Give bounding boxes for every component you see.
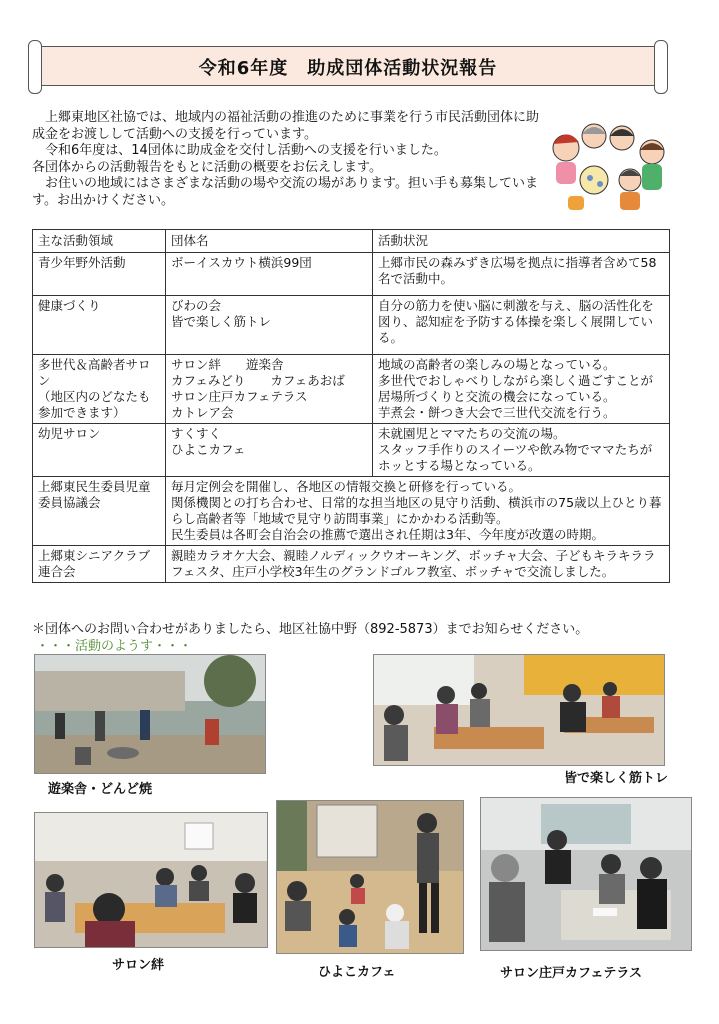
table-row (33, 546, 670, 583)
group-name: サロン絆 遊楽舎 (171, 357, 284, 372)
intro-paragraph: 令和6年度は、14団体に助成金を交付し活動への支援を行いました。 (32, 143, 447, 158)
group-cell (166, 424, 373, 477)
group-cell (166, 253, 373, 296)
table-header-row (33, 230, 670, 253)
photo-hiyoko-cafe (276, 800, 464, 954)
table-row (33, 253, 670, 296)
photo-caption: ひよこカフェ (318, 965, 396, 980)
header-area: 主な活動領域 (33, 230, 166, 253)
photo-caption: 遊楽舎・どんど焼 (48, 782, 153, 797)
photo-salon-shodo (480, 797, 692, 951)
area-cell: 上郷東シニアクラブ連合会 (33, 546, 166, 583)
status-cell: 自分の筋力を使い脳に刺激を与え、脳の活性化を図り、認知症を予防する体操を楽しく展開している。 (373, 296, 670, 355)
people-illustration (548, 118, 672, 214)
table-row (33, 296, 670, 355)
photo-caption: 皆で楽しく筋トレ (564, 771, 669, 786)
group-cell (166, 296, 373, 355)
header-group: 団体名 (166, 230, 373, 253)
area-cell: 上郷東民生委員児童委員協議会 (33, 477, 166, 546)
area-cell: 幼児サロン (33, 424, 166, 477)
group-name: サロン庄戸カフェテラス (171, 389, 308, 404)
table-row (33, 424, 670, 477)
group-cell (166, 355, 373, 424)
page-title: 令和6年度 助成団体活動状況報告 (198, 58, 498, 79)
status-cell: 地域の高齢者の楽しみの場となっている。 多世代でおしゃべりしながら楽しく過ごすことが居場所づくりと交流の機会になっている。 芋煮会・餅つき大会で三世代交流を行う。 (373, 355, 670, 424)
activity-table (32, 229, 670, 583)
group-name: カフェみどり カフェあおば (171, 373, 345, 388)
intro-paragraph: 各団体からの活動報告をもとに活動の概要をお伝えします。 (32, 159, 382, 175)
photo-kintore (373, 654, 665, 766)
status-cell: 未就園児とママたちの交流の場。 スタッフ手作りのスイーツや飲み物でママたちがホッとする場となっている。 (373, 424, 670, 477)
photo-dondo-yaki (34, 654, 266, 774)
title-banner (28, 40, 668, 92)
area-cell: 健康づくり (33, 296, 166, 355)
photo-caption: サロン絆 (112, 958, 165, 973)
table-row (33, 355, 670, 424)
area-cell: 多世代＆高齢者サロン （地区内のどなたも参加できます） (33, 355, 166, 424)
group-name: ボーイスカウト横浜99団 (171, 255, 312, 270)
intro-paragraph: 上郷東地区社協では、地域内の福祉活動の推進のために事業を行う市民活動団体に助成金をお渡しして活動への支援を行っています。 (32, 110, 540, 142)
table-row (33, 477, 670, 546)
status-cell: 上郷市民の森みずき広場を拠点に指導者含めて58名で活動中。 (373, 253, 670, 296)
group-name: カトレア会 (171, 405, 234, 420)
status-cell-wide: 毎月定例会を開催し、各地区の情報交換と研修を行っている。 関係機関との打ち合わせ、日常的な担当地区の見守り活動、横浜市の75歳以上ひとり暮らし高齢者等「地域で見守り訪問事業」にかかわる活動等。 民生委員は各町会自治会の推薦で選出され任期は3年、今年度が改選の時期。 (166, 477, 670, 546)
intro-text (32, 110, 542, 209)
header-status: 活動状況 (373, 230, 670, 253)
intro-paragraph: お住いの地域にはさまざまな活動の場や交流の場があります。担い手も募集しています。お出かけください。 (32, 176, 538, 208)
area-cell: 青少年野外活動 (33, 253, 166, 296)
contact-note: ＊団体へのお問い合わせがありましたら、地区社協中野（892-5873）までお知らせください。 (32, 622, 589, 637)
status-cell-wide: 親睦カラオケ大会、親睦ノルディックウオーキング、ボッチャ大会、子どもキラキララフェスタ、庄戸小学校3年生のグランドゴルフ教室、ボッチャで交流しました。 (166, 546, 670, 583)
photo-caption: サロン庄戸カフェテラス (500, 966, 642, 981)
group-name: ひよこカフェ (171, 442, 246, 457)
photo-salon-kizuna (34, 812, 268, 948)
group-name: すくすく (171, 426, 222, 441)
photos-heading: ・・・活動のようす・・・ (36, 639, 193, 654)
group-name: びわの会 (171, 298, 222, 313)
group-name: 皆で楽しく筋トレ (171, 314, 272, 329)
